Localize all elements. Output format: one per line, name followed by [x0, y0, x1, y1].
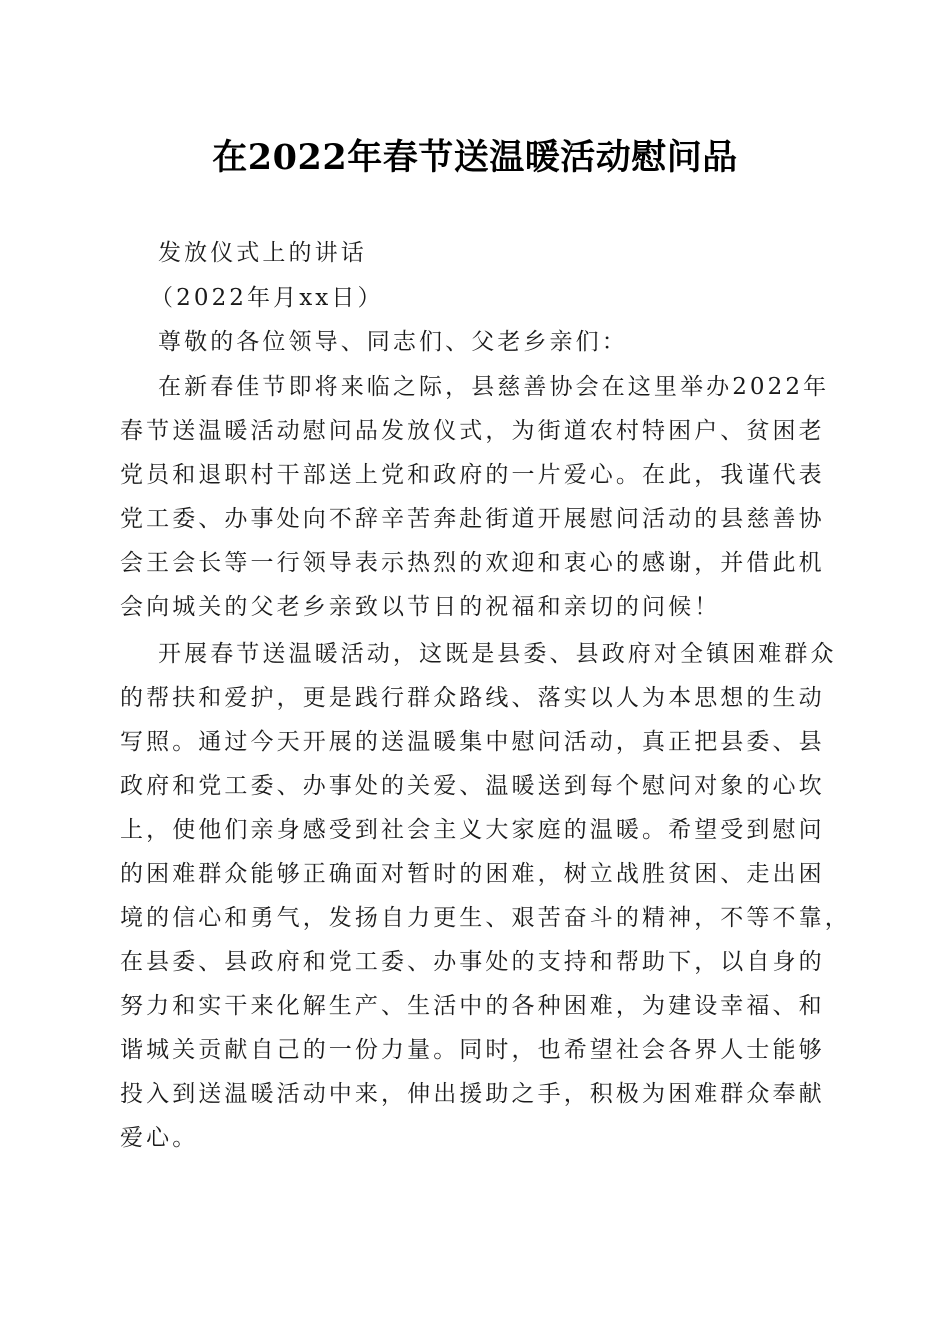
paragraph-1-line: 会王会长等一行领导表示热烈的欢迎和衷心的感谢，并借此机	[120, 550, 825, 576]
paragraph-2-line: 投入到送温暖活动中来，伸出援助之手，积极为困难群众奉献	[120, 1081, 825, 1107]
paragraph-2-line: 谐城关贡献自己的一份力量。同时，也希望社会各界人士能够	[120, 1037, 825, 1063]
paragraph-2-line: 写照。通过今天开展的送温暖集中慰问活动，真正把县委、县	[120, 729, 825, 755]
paragraph-2-line: 开展春节送温暖活动，这既是县委、县政府对全镇困难群众	[158, 641, 837, 667]
subtitle-line-1: 发放仪式上的讲话	[158, 240, 367, 266]
paragraph-2-line: 努力和实干来化解生产、生活中的各种困难，为建设幸福、和	[120, 993, 825, 1019]
paragraph-2-line: 政府和党工委、办事处的关爱、温暖送到每个慰问对象的心坎	[120, 773, 825, 799]
paragraph-2-line: 境的信心和勇气，发扬自力更生、艰苦奋斗的精神，不等不靠，	[120, 905, 851, 931]
paragraph-2-line: 的困难群众能够正确面对暂时的困难，树立战胜贫困、走出困	[120, 861, 825, 887]
paragraph-1-line: 春节送温暖活动慰问品发放仪式，为街道农村特困户、贫困老	[120, 418, 825, 444]
paragraph-2-line: 爱心。	[120, 1125, 199, 1151]
paragraph-1-line: 在新春佳节即将来临之际，县慈善协会在这里举办2022年	[158, 374, 830, 400]
paragraph-2-line: 在县委、县政府和党工委、办事处的支持和帮助下，以自身的	[120, 949, 825, 975]
paragraph-1-line: 党员和退职村干部送上党和政府的一片爱心。在此，我谨代表	[120, 462, 825, 488]
paragraph-1-line: 会向城关的父老乡亲致以节日的祝福和亲切的问候！	[120, 594, 721, 620]
document-title: 在2022年春节送温暖活动慰问品	[212, 137, 738, 178]
paragraph-2-line: 上，使他们亲身感受到社会主义大家庭的温暖。希望受到慰问	[120, 817, 825, 843]
paragraph-2-line: 的帮扶和爱护，更是践行群众路线、落实以人为本思想的生动	[120, 685, 825, 711]
subtitle-line-2: （2022年月xx日）	[150, 285, 384, 311]
greeting-line: 尊敬的各位领导、同志们、父老乡亲们：	[158, 329, 628, 355]
paragraph-1-line: 党工委、办事处向不辞辛苦奔赴街道开展慰问活动的县慈善协	[120, 506, 825, 532]
